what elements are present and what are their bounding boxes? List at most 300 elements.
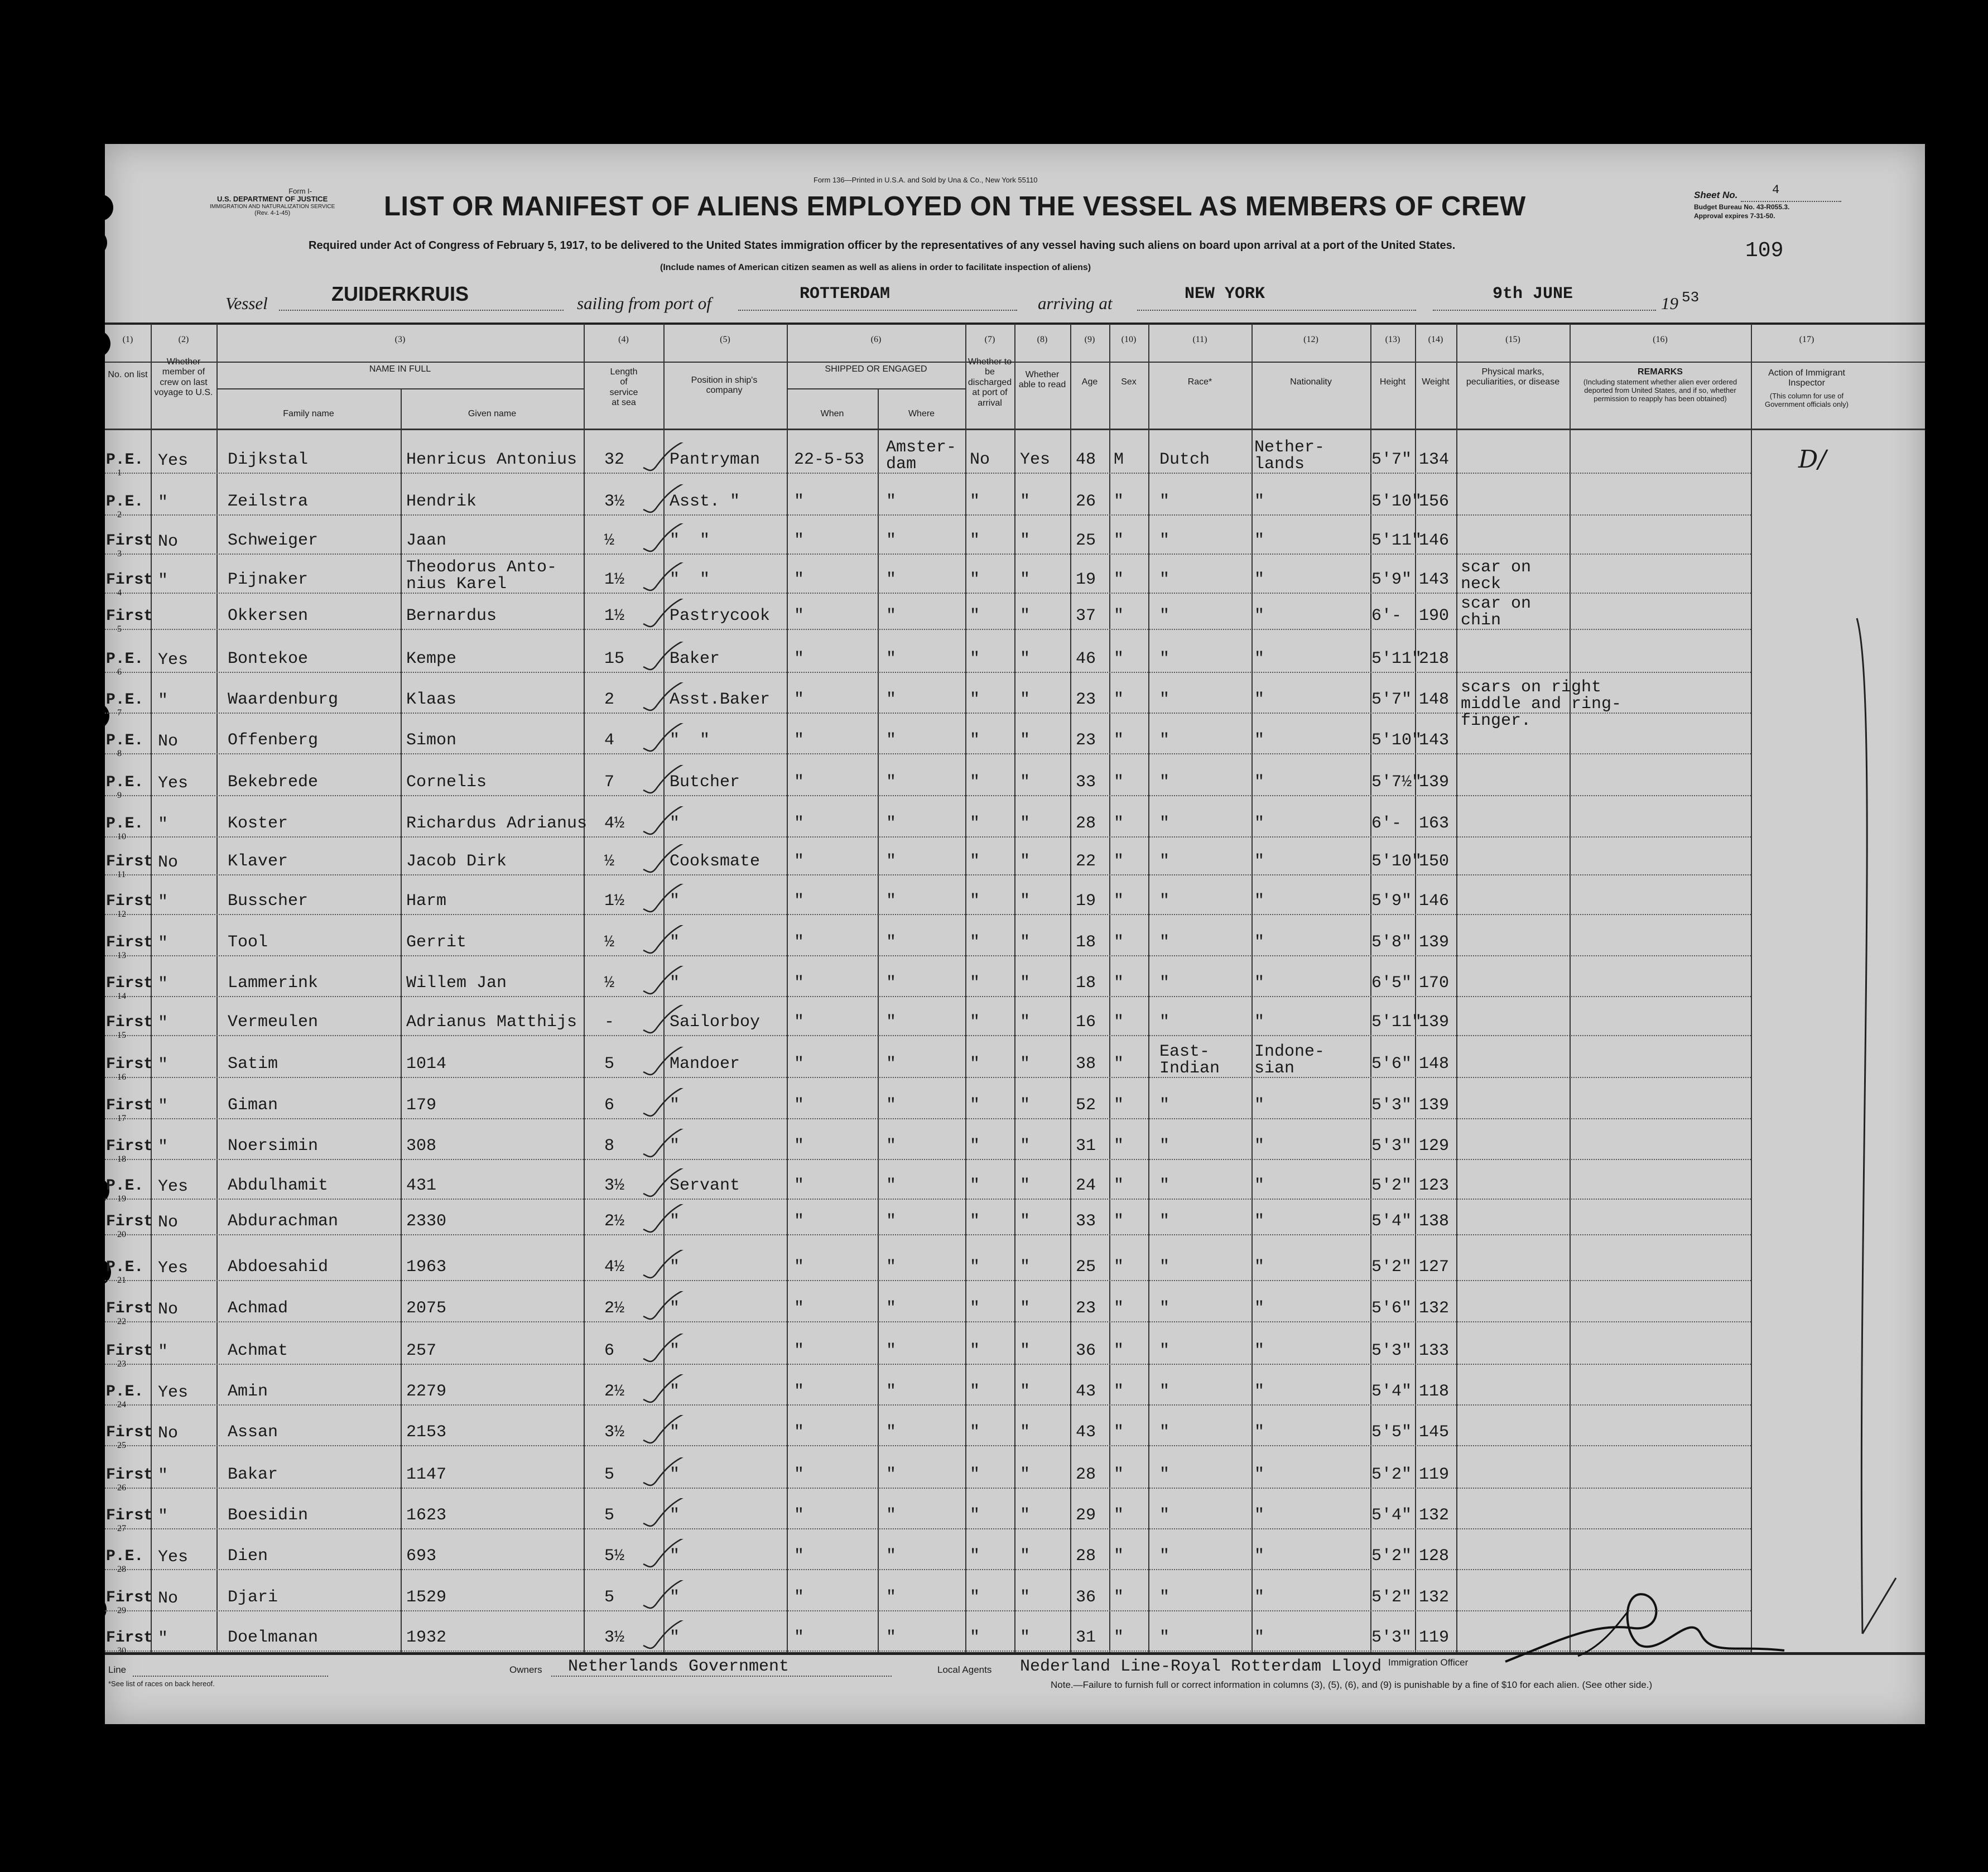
check-mark-icon [641,1334,691,1367]
inspector-note: (This column for use of Government officials only) [1764,392,1849,408]
cell-service: 32 [604,450,625,469]
cell-service: 3½ [604,1628,625,1647]
cell-family: Abdulhamit [228,1176,329,1195]
cell-weight: 138 [1419,1212,1450,1231]
punch-hole [105,194,113,221]
line-label: Line [108,1664,127,1675]
cell-given: Richardus Adrianus [406,814,588,833]
row-class: P.E. [106,1259,144,1276]
cell-nat: " [1254,1258,1265,1277]
cell-family: Busscher [228,892,309,911]
cell-sex: " [1114,690,1124,709]
cell-where: " [886,570,897,589]
cell-weight: 119 [1419,1628,1450,1647]
row-last-voyage: Yes [158,1548,189,1567]
officer-label: Immigration Officer [1388,1657,1469,1668]
cell-nat: " [1254,607,1265,625]
cell-nat: " [1254,1588,1265,1607]
agency-line3: (Rev. 4-1-45) [254,209,291,216]
cell-height: 5'8" [1371,933,1412,952]
cell-given: 257 [406,1341,437,1360]
check-mark-icon [641,806,691,840]
cell-when: " [794,1055,805,1074]
check-mark-icon [641,1204,691,1238]
row-divider [105,1280,1751,1281]
check-mark-icon [641,442,691,476]
cell-read: " [1020,1013,1031,1032]
row-number: 30 [117,1646,126,1656]
cell-sex: " [1114,933,1124,952]
cell-given: Gerrit [406,933,467,952]
cell-nat: Nether- lands [1254,438,1325,474]
cell-weight: 145 [1419,1423,1450,1442]
cell-nat: " [1254,1547,1265,1566]
row-divider [105,914,1751,915]
row-divider [105,1077,1751,1078]
owners-label: Owners [509,1664,542,1675]
cell-age: 22 [1076,852,1096,871]
col-num-2: (2) [178,335,189,344]
col-num-8: (8) [1037,335,1048,344]
row-number: 12 [117,909,126,919]
cell-nat: " [1254,1423,1265,1442]
cell-read: " [1020,1137,1031,1156]
row-class: First [106,1629,153,1647]
row-last-voyage: Yes [158,774,189,793]
cell-where: " [886,1547,897,1566]
cell-weight: 218 [1419,649,1450,668]
row-divider [105,672,1751,673]
row-last-voyage: Yes [158,651,189,670]
row-last-voyage: No [158,1424,179,1443]
cell-disch: " [970,607,980,625]
cell-race: " [1159,773,1170,792]
cell-read: " [1020,773,1031,792]
cell-where: " [886,1506,897,1525]
cell-sex: " [1114,1258,1124,1277]
cell-where: " [886,1137,897,1156]
check-mark-icon [641,1580,691,1614]
cell-where: " [886,1465,897,1484]
cell-race: " [1159,1506,1170,1525]
check-mark-icon [641,1005,691,1038]
agents-value: Nederland Line-Royal Rotterdam Lloyd [1020,1657,1382,1676]
cell-given: Willem Jan [406,974,507,993]
cell-position: Baker [670,649,720,668]
row-number: 18 [117,1154,126,1164]
cell-service: 4½ [604,814,625,833]
cell-sex: " [1114,1137,1124,1156]
cell-age: 37 [1076,607,1096,625]
cell-position: " " [670,531,710,550]
cell-family: Vermeulen [228,1013,319,1032]
cell-height: 5'2" [1371,1547,1412,1566]
cell-where: " [886,1212,897,1231]
inspector-initials: D/ [1798,445,1827,474]
cell-read: " [1020,1588,1031,1607]
cell-service: 2½ [604,1382,625,1401]
cell-read: " [1020,1382,1031,1401]
cell-race: " [1159,1013,1170,1032]
col-head-8: Whether able to read [1018,370,1066,390]
row-last-voyage: No [158,1300,179,1319]
cell-position: " [670,1506,680,1525]
col-head-7: Whether to be discharged at port of arrival [967,357,1012,408]
cell-where: " [886,773,897,792]
cell-weight: 133 [1419,1341,1450,1360]
row-number: 13 [117,951,126,960]
cell-family: Giman [228,1096,278,1115]
cell-service: 3½ [604,1176,625,1195]
cell-race: " [1159,933,1170,952]
cell-position: Servant [670,1176,740,1195]
cell-disch: " [970,1013,980,1032]
row-class: First [106,1507,153,1524]
cell-family: Okkersen [228,607,309,625]
row-divider [105,955,1751,956]
cell-read: " [1020,852,1031,871]
cell-when: " [794,1212,805,1231]
cell-weight: 148 [1419,1055,1450,1074]
cell-age: 18 [1076,974,1096,993]
cell-family: Doelmanan [228,1628,319,1647]
cell-age: 18 [1076,933,1096,952]
cell-race: " [1159,1299,1170,1318]
cell-race: " [1159,1096,1170,1115]
cell-weight: 132 [1419,1588,1450,1607]
cell-height: 5'4" [1371,1506,1412,1525]
cell-race: " [1159,492,1170,511]
subhead-family: Family name [283,409,334,418]
row-divider [105,836,1751,838]
cell-age: 25 [1076,1258,1096,1277]
row-number: 29 [117,1606,126,1615]
cell-service: 4 [604,731,615,750]
cell-age: 29 [1076,1506,1096,1525]
cell-given: 2279 [406,1382,447,1401]
cell-family: Abdurachman [228,1212,339,1231]
cell-weight: 123 [1419,1176,1450,1195]
cell-sex: " [1114,1096,1124,1115]
manifest-title: LIST OR MANIFEST OF ALIENS EMPLOYED ON THE VESSEL AS MEMBERS OF CREW [384,191,1526,222]
row-number: 3 [117,549,122,559]
agency-block [210,187,335,216]
cell-sex: " [1114,731,1124,750]
cell-read: " [1020,1055,1031,1074]
cell-height: 5'10" [1371,492,1422,511]
cell-given: 1014 [406,1055,447,1074]
col-head-17: Action of Immigrant Inspector [1768,368,1845,388]
cell-sex: " [1114,773,1124,792]
cell-sex: " [1114,1013,1124,1032]
row-class: First [106,532,153,550]
cell-family: Achmad [228,1299,288,1318]
cell-family: Satim [228,1055,278,1074]
cell-service: ½ [604,974,615,993]
cell-service: 1½ [604,607,625,625]
cell-sex: " [1114,649,1124,668]
row-number: 28 [117,1565,126,1574]
row-last-voyage: " [158,493,169,512]
cell-service: 5 [604,1506,615,1525]
col-num-11: (11) [1192,335,1207,344]
cell-given: 1623 [406,1506,447,1525]
cell-read: " [1020,1299,1031,1318]
cell-service: 4½ [604,1258,625,1277]
cell-height: 6'5" [1371,974,1412,993]
cell-height: 5'11" [1371,531,1422,550]
cell-height: 5'11" [1371,1013,1422,1032]
cell-age: 28 [1076,1547,1096,1566]
cell-where: " [886,1588,897,1607]
cell-race: " [1159,649,1170,668]
cell-height: 5'9" [1371,892,1412,911]
cell-sex: " [1114,531,1124,550]
cell-age: 23 [1076,690,1096,709]
cell-family: Dien [228,1547,268,1566]
cell-weight: 139 [1419,1096,1450,1115]
row-number: 22 [117,1317,126,1326]
col-head-14: Weight [1422,377,1450,387]
cell-service: 8 [604,1137,615,1156]
cell-weight: 170 [1419,974,1450,993]
cell-sex: " [1114,1423,1124,1442]
cell-read: " [1020,1176,1031,1195]
cell-disch: " [970,1341,980,1360]
row-divider [105,473,1751,474]
cell-position: Butcher [670,773,740,792]
inspector-mark-svg [1751,434,1925,1650]
cell-family: Bontekoe [228,649,309,668]
row-last-voyage: " [158,1056,169,1075]
cell-read: " [1020,531,1031,550]
cell-family: Klaver [228,852,288,871]
cell-weight: 163 [1419,814,1450,833]
cell-age: 28 [1076,1465,1096,1484]
cell-position: Mandoer [670,1055,740,1074]
cell-sex: " [1114,1382,1124,1401]
agency-line2: IMMIGRATION AND NATURALIZATION SERVICE [210,203,335,210]
row-number: 6 [117,667,122,677]
cell-disch: " [970,1423,980,1442]
cell-family: Achmat [228,1341,288,1360]
cell-nat: " [1254,933,1265,952]
budget-line: Budget Bureau No. 43-R055.3. [1694,203,1790,211]
cell-race: " [1159,1628,1170,1647]
cell-disch: " [970,1137,980,1156]
cell-sex: " [1114,1628,1124,1647]
cell-given: 2330 [406,1212,447,1231]
cell-disch: " [970,892,980,911]
row-class: P.E. [106,1383,144,1401]
cell-when: " [794,731,805,750]
cell-weight: 118 [1419,1382,1450,1401]
cell-where: " [886,1382,897,1401]
year-prefix: 19 [1661,293,1678,313]
cell-weight: 132 [1419,1506,1450,1525]
arriving-port: NEW YORK [1185,285,1265,304]
approval-line: Approval expires 7-31-50. [1694,212,1775,220]
check-mark-icon [641,523,691,557]
cell-nat: " [1254,1465,1265,1484]
cell-service: 1½ [604,570,625,589]
owners-value: Netherlands Government [568,1657,790,1676]
row-last-voyage: Yes [158,1177,189,1196]
cell-when: " [794,1258,805,1277]
cell-height: 5'3" [1371,1341,1412,1360]
row-divider [105,1035,1751,1036]
cell-given: 1147 [406,1465,447,1484]
row-number: 1 [117,468,122,478]
cell-given: Klaas [406,690,457,709]
row-number: 20 [117,1230,126,1239]
cell-given: Adrianus Matthijs [406,1013,577,1032]
col-num-16: (16) [1653,335,1668,344]
cell-race: " [1159,607,1170,625]
cell-where: " [886,814,897,833]
row-last-voyage: No [158,853,179,872]
cell-race: " [1159,690,1170,709]
col-num-14: (14) [1428,335,1443,344]
cell-weight: 134 [1419,450,1450,469]
cell-sex: " [1114,974,1124,993]
cell-where: " [886,1096,897,1115]
cell-disch: " [970,1299,980,1318]
row-divider [105,629,1751,630]
cell-race: " [1159,814,1170,833]
cell-service: 6 [604,1096,615,1115]
cell-position: " [670,1547,680,1566]
cell-race: " [1159,1382,1170,1401]
col-num-12: (12) [1303,335,1318,344]
cell-when: " [794,1137,805,1156]
cell-height: 5'11" [1371,649,1422,668]
cell-disch: " [970,852,980,871]
sheet-number: 4 [1772,183,1780,197]
cell-height: 5'2" [1371,1588,1412,1607]
cell-disch: " [970,1055,980,1074]
row-class: First [106,1014,153,1031]
row-last-voyage: " [158,934,169,953]
cell-height: 5'2" [1371,1465,1412,1484]
cell-weight: 127 [1419,1258,1450,1277]
cell-when: " [794,607,805,625]
cell-read: " [1020,1212,1031,1231]
cell-given: Simon [406,731,457,750]
row-number: 15 [117,1031,126,1040]
cell-nat: " [1254,1096,1265,1115]
cell-family: Pijnaker [228,570,309,589]
cell-race: " [1159,892,1170,911]
cell-weight: 119 [1419,1465,1450,1484]
cell-family: Djari [228,1588,278,1607]
cell-weight: 139 [1419,1013,1450,1032]
cell-read: " [1020,933,1031,952]
row-divider [105,874,1751,875]
cell-where: " [886,1013,897,1032]
row-class: First [106,1300,153,1317]
cell-given: 308 [406,1137,437,1156]
cell-read: " [1020,974,1031,993]
cell-nat: " [1254,492,1265,511]
cell-when: " [794,690,805,709]
cell-service: 5 [604,1465,615,1484]
cell-race: " [1159,1465,1170,1484]
cell-height: 5'10" [1371,852,1422,871]
cell-disch: " [970,1096,980,1115]
cell-race: " [1159,1137,1170,1156]
cell-sex: " [1114,814,1124,833]
subhead-where: Where [908,409,935,418]
cell-weight: 139 [1419,773,1450,792]
cell-read: " [1020,1341,1031,1360]
row-divider [105,1159,1751,1160]
cell-height: 5'7" [1371,450,1412,469]
cell-position: " [670,814,680,833]
row-number: 26 [117,1483,126,1493]
cell-position: " [670,1465,680,1484]
cell-sex: " [1114,1341,1124,1360]
cell-age: 52 [1076,1096,1096,1115]
row-class: First [106,608,153,625]
subhead-when: When [820,409,844,418]
row-last-voyage: Yes [158,451,189,470]
cell-nat: " [1254,1628,1265,1647]
cell-when: " [794,1096,805,1115]
cell-service: 7 [604,773,615,792]
row-class: First [106,1466,153,1484]
cell-given: Bernardus [406,607,497,625]
row-divider [105,1321,1751,1322]
cell-nat: " [1254,1137,1265,1156]
cell-race: " [1159,570,1170,589]
agency-line1: U.S. DEPARTMENT OF JUSTICE [216,195,328,204]
cell-family: Bekebrede [228,773,319,792]
cell-when: " [794,1423,805,1442]
row-divider [105,1199,1751,1200]
cell-race: East- Indian [1159,1042,1220,1078]
row-class: P.E. [106,774,144,791]
cell-sex: " [1114,892,1124,911]
cell-weight: 148 [1419,690,1450,709]
cell-given: Jaan [406,531,447,550]
cell-age: 46 [1076,649,1096,668]
cell-service: ½ [604,852,615,871]
include-line: (Include names of American citizen seamen as well as aliens in order to facilitate inspection of aliens) [660,263,1091,272]
cell-position: " [670,1299,680,1318]
row-last-voyage: " [158,893,169,912]
cell-age: 28 [1076,814,1096,833]
cell-read: " [1020,607,1031,625]
check-mark-icon [641,1374,691,1408]
cell-given: 1529 [406,1588,447,1607]
cell-when: " [794,492,805,511]
row-number: 7 [117,708,122,718]
cell-height: 5'2" [1371,1258,1412,1277]
cell-when: " [794,814,805,833]
cell-height: 5'10" [1371,731,1422,750]
check-mark-icon [641,1415,691,1448]
row-class: First [106,1138,153,1155]
cell-weight: 156 [1419,492,1450,511]
cell-when: " [794,773,805,792]
cell-read: " [1020,1096,1031,1115]
row-last-voyage: " [158,1507,169,1526]
row-last-voyage: " [158,1466,169,1485]
row-class: First [106,975,153,992]
row-class: First [106,1213,153,1230]
cell-where: " [886,933,897,952]
